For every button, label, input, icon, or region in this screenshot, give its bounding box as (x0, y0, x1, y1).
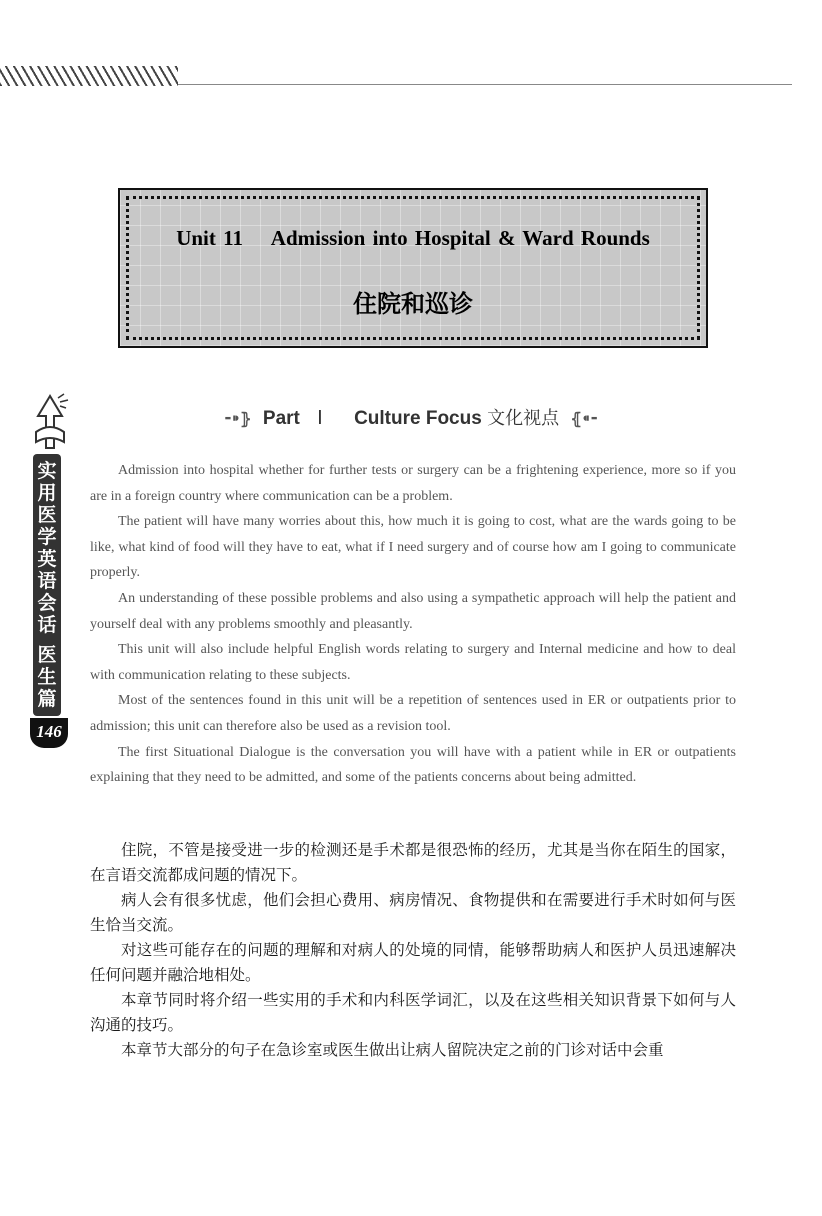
section-title: Culture Focus (354, 408, 482, 429)
unit-title: Unit 11 Admission into Hospital & Ward Rounds (176, 226, 650, 250)
section-title-zh: 文化视点 (487, 408, 560, 429)
sidebar-volume: 医生篇 (37, 644, 57, 710)
sidebar-book-title: 实用医学英语会话 (37, 460, 57, 636)
chinese-paragraph: 本章节同时将介绍一些实用的手术和内科医学词汇，以及在这些相关知识背景下如何与人沟通的技巧。 (90, 991, 736, 1034)
section-heading (0, 404, 822, 430)
leaf-ornament-left-icon: ⁃⁍⦄ (223, 411, 252, 428)
english-paragraph: An understanding of these possible problems and also using a sympathetic approach will help the patient and yourself deal with any problems smoothly and pleasantly. (90, 590, 736, 632)
chinese-paragraph: 对这些可能存在的问题的理解和对病人的处境的同情，能够帮助病人和医护人员迅速解决任何问题并融洽地相处。 (90, 941, 736, 984)
chinese-paragraph: 病人会有很多忧虑，他们会担心费用、病房情况、食物提供和在需要进行手术时如何与医生恰当交流。 (90, 891, 736, 934)
english-paragraph: The first Situational Dialogue is the conversation you will have with a patient while in ER or outpatients explaining that they need to be admitted, and some of the patients concerns about being admitted. (90, 744, 736, 786)
english-text (90, 458, 736, 791)
unit-title-zh: 住院和巡诊 (353, 290, 473, 318)
header-hatch-decoration (0, 66, 178, 86)
part-number: Ⅰ (317, 408, 323, 429)
page-number: 146 (30, 718, 68, 748)
header-rule (178, 84, 792, 85)
english-paragraph: Admission into hospital whether for further tests or surgery can be a frightening experience, more so if you are in a foreign country where communication can be a problem. (90, 463, 736, 504)
chinese-paragraph: 本章节大部分的句子在急诊室或医生做出让病人留院决定之前的门诊对话中会重 (121, 1041, 664, 1059)
english-paragraph: The patient will have many worries about this, how much it is going to cost, what are the wards going to be like, what kind of food will they have to eat, what if I need surgery and of course how am I going to communicate properly. (90, 514, 736, 581)
part-label: Part (262, 408, 300, 429)
english-paragraph: Most of the sentences found in this unit will be a repetition of sentences used in ER or outpatients prior to admission; this unit can therefore also be used as a revision tool. (90, 693, 736, 734)
leaf-ornament-right-icon: ⦃⁌⁃ (570, 411, 599, 428)
unit-title-box (118, 188, 708, 348)
chinese-paragraph: 住院，不管是接受进一步的检测还是手术都是很恐怖的经历，尤其是当你在陌生的国家，在言语交流都成问题的情况下。 (90, 841, 736, 884)
english-paragraph: This unit will also include helpful English words relating to surgery and Internal medicine and how to deal with communication relating to these subjects. (90, 642, 736, 683)
chinese-text (90, 838, 736, 1063)
